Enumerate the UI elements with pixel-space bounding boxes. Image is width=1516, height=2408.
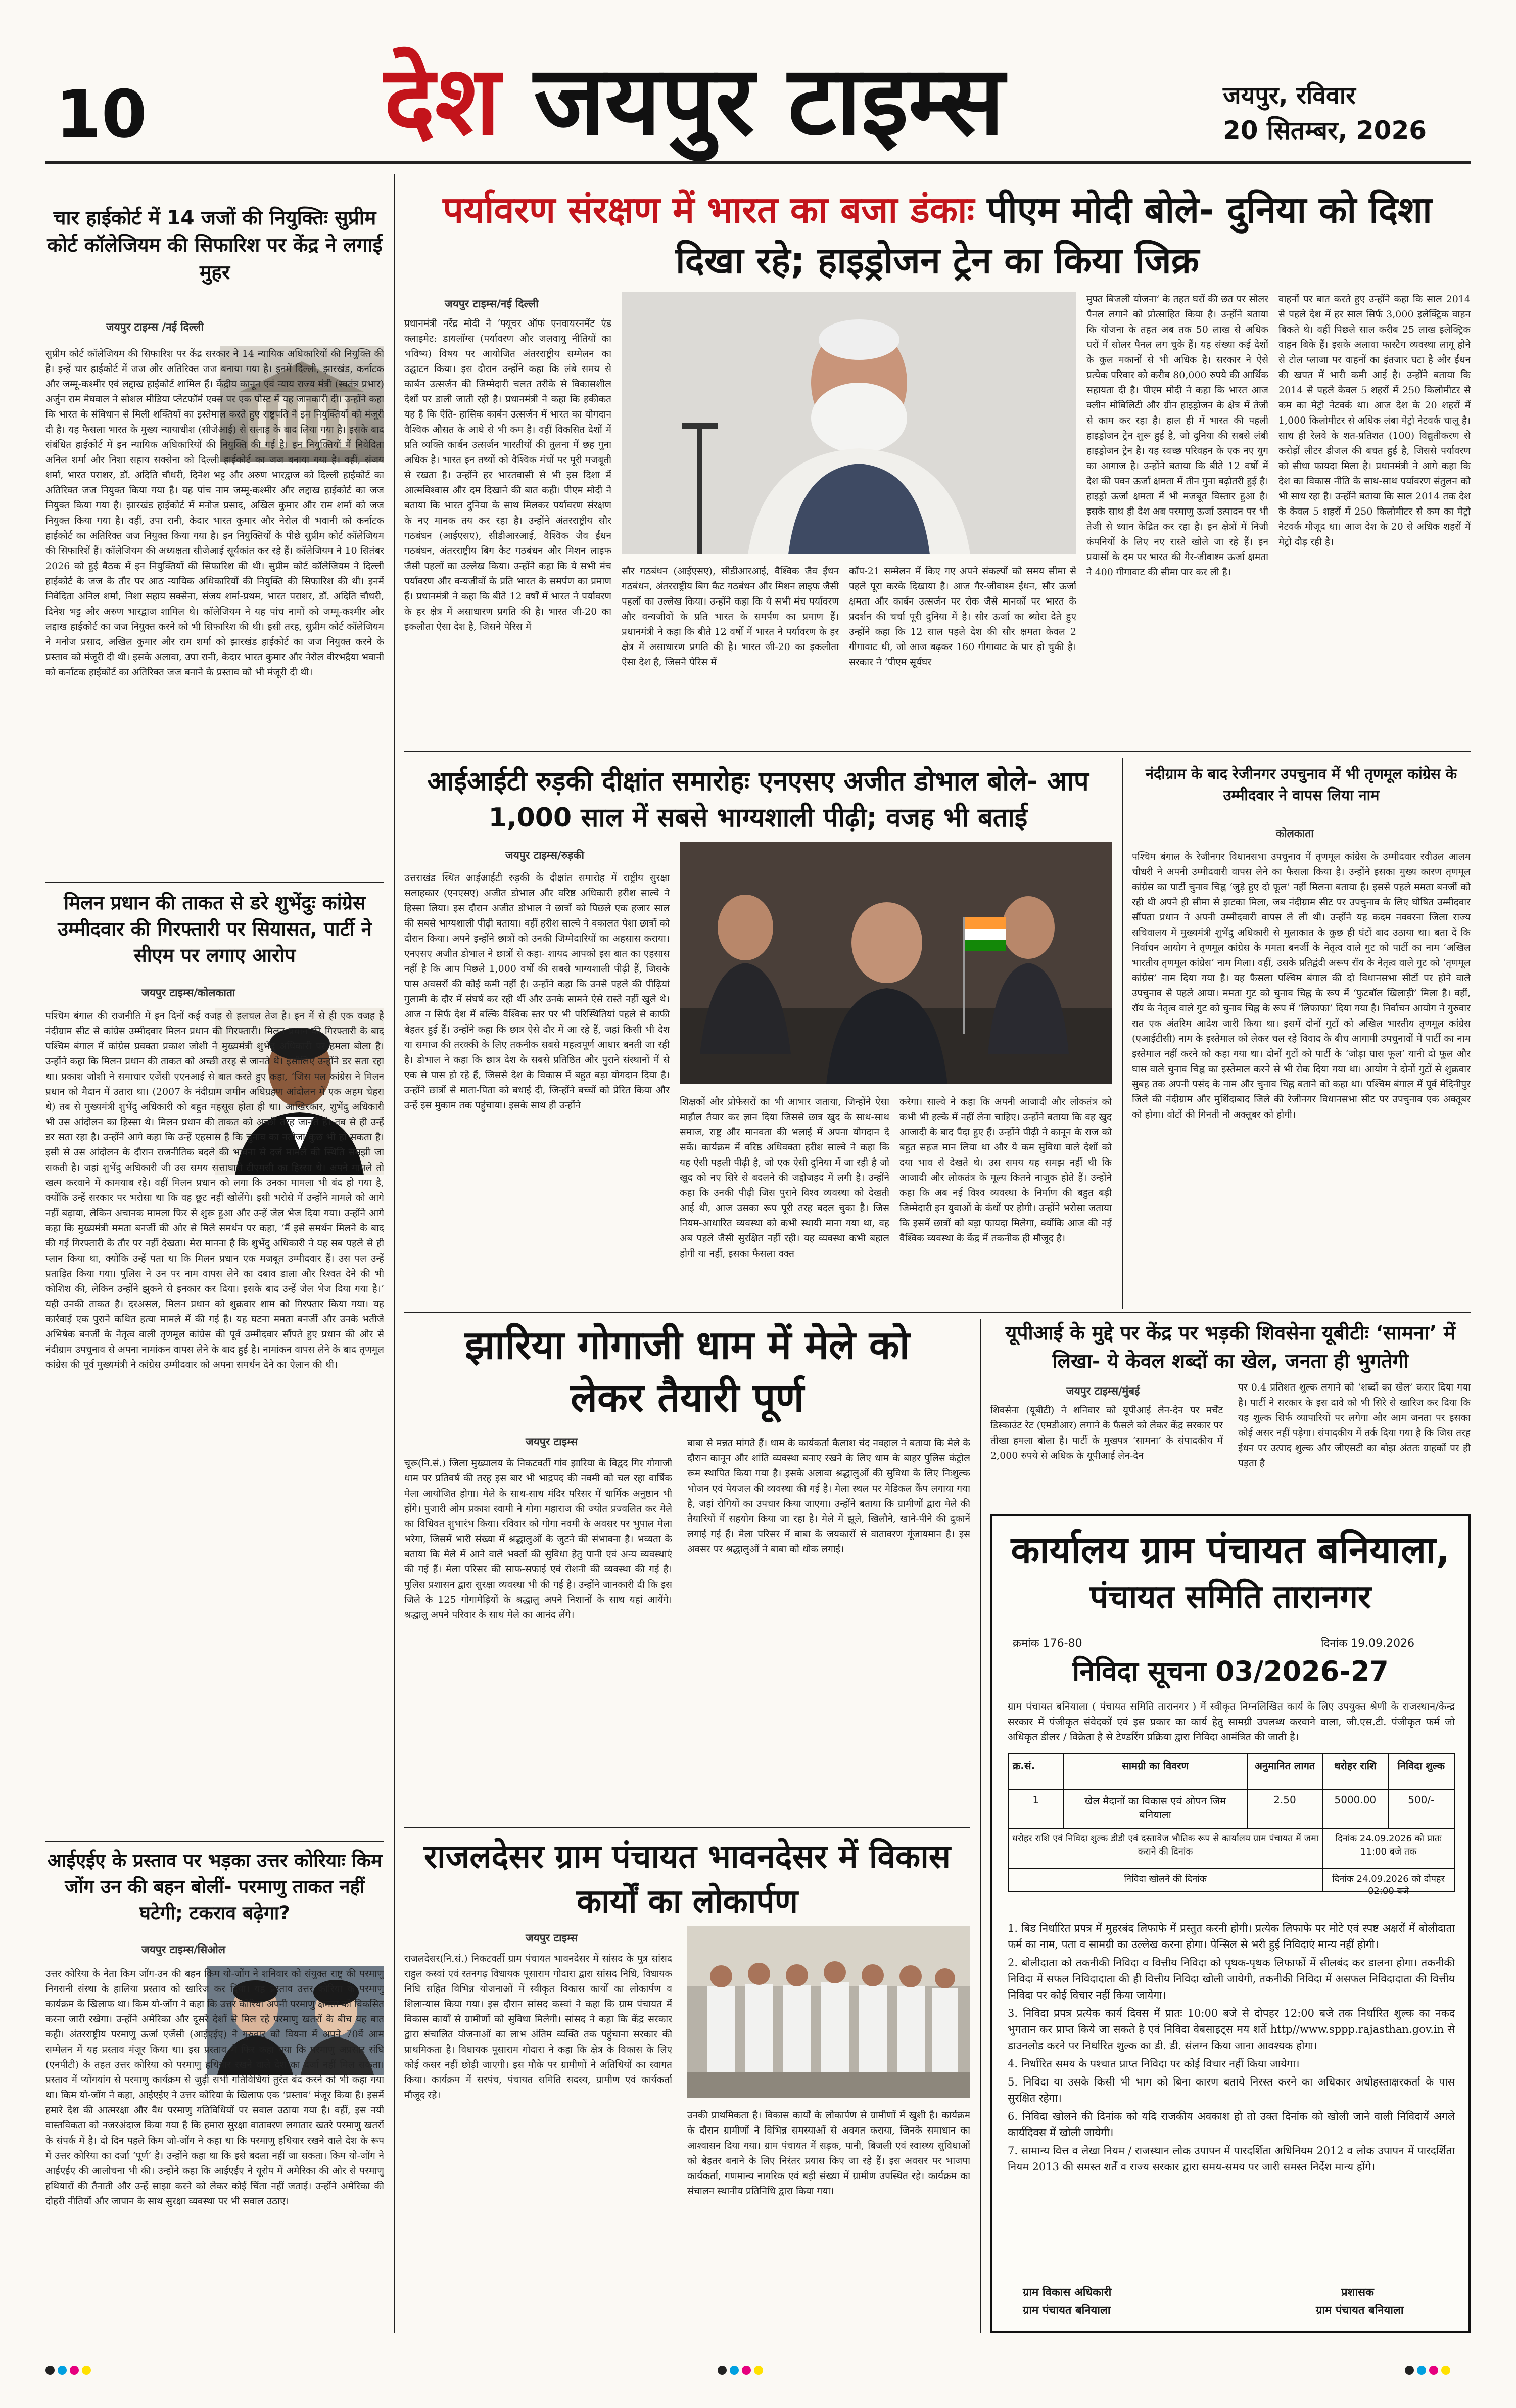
lead-col-2: सौर गठबंधन (आईएसए), सीडीआरआई, वैश्विक जैव ईंधन गठबंधन, अंतरराष्ट्रीय बिग कैट गठबंधन और मिशन लाइफ जैसी पहलों का उल्लेख किया। उन्होंने कहा कि ये सभी मंच पर्यावरण और वन्यजीवों के प्रति भारत के समर्पण का प्रमाण हैं। प्रधानमंत्री ने कहा कि बीते 12 वर्षों में भारत ने पर्यावरण के हर क्षेत्र में असाधारण प्रगति की है। भारत जी-20 का इकलौता ऐसा देश है, जिसने पेरिस में (622, 566, 839, 668)
registration-marks-right (1405, 2366, 1453, 2377)
left-story2-headline: मिलन प्रधान की ताकत से डरे शुभेंदुः कांग्रेस उम्मीदवार की गिरफ्तारी पर सियासत, पार्टी ने सीएम पर लगाए आरोप (58, 892, 372, 966)
doval-col-2: शिक्षकों और प्रोफेसरों का भी आभार जताया, जिन्होंने ऐसा माहौल तैयार कर ज्ञान दिया जिससे छात्र खुद के साथ-साथ समाज, राष्ट्र और मानवता की भलाई में अपना योगदान दे सकें। कार्यक्रम में वरिष्ठ अधिवक्ता हरीश साल्वे ने कहा कि यह ऐसी पहली पीढ़ी है, जो एक ऐसी दुनिया में जा रही है जो खुद को नए सिरे से बदलने की जद्दोजहद में लगी है। उन्होंने कहा कि उनकी पीढ़ी जिस पुराने विश्व व्यवस्था को देखती आई थी, आज उसका रूप पूरी तरह बदल चुका है। जिस नियम-आधारित व्यवस्था को कभी स्थायी माना गया था, वह अब पहले जैसी सुरक्षित नहीं रही। यह व्यवस्था कभी बहाल होगी या नहीं, इसका फैसला वक्त (680, 1096, 889, 1259)
masthead-date: 20 सितम्बर, 2026 (1223, 116, 1427, 145)
column-rule (1122, 758, 1123, 1309)
tender-condition: 4. निर्धारित समय के पश्चात प्राप्त निविदा पर कोई विचार नहीं किया जायेगा। (1008, 2058, 1300, 2070)
tender-conditions (1008, 1920, 1455, 2175)
doval-col-3: करेगा। साल्वे ने कहा कि अपनी आजादी और लोकतंत्र को कभी भी हल्के में नहीं लेना चाहिए। उन्होंने बताया कि वह खुद आजादी के बाद पैदा हुए हैं। उन्होंने पीढ़ी ने कानून के राज को बहुत सहज मान लिया था और ये कम सुविधा वाले देशों को दया भाव से देखते थे। उस समय यह समझ नहीं थी कि आजादी और लोकतंत्र के मूल्य कितने नाजुक होते हैं। उन्होंने कहा कि अब नई विश्व व्यवस्था के निर्माण की बहुत बड़ी जिम्मेदारी इन युवाओं के कंधों पर होगी। उन्होंने भरोसा जताया कि इसमें छात्रों को बड़ा फायदा मिलेगा, क्योंकि आज की नई वैश्विक व्यवस्था के केंद्र में तकनीक ही मौजूद है। (899, 1096, 1112, 1244)
pm-speaking-photo-icon (622, 292, 1076, 554)
divider (404, 1312, 1471, 1313)
table-header-cell: अनुमानित लागत (1248, 1754, 1323, 1789)
masthead-city-day: जयपुर, रविवार (1223, 81, 1356, 110)
tender-title: निविदा सूचना 03/2026-27 (1072, 1655, 1389, 1687)
tmc-story (1132, 758, 1471, 1304)
doval-story (404, 758, 1112, 1304)
tender-condition: 2. बोलीदाता को तकनीकी निविदा व वित्तीय निविदा को पृथक-पृथक लिफाफों में सीलबंद कर डालना होगा। तकनीकी निविदा में सफल निविदादाता की ही वित्तीय निविदा खोली जायेगी, तकनीकी निविदा में असफल निविदादाता की वित्तीय निविदा पर कोई विचार नहीं किया जायेगा। (1008, 1957, 1455, 2001)
rajaldesar-headline: राजलदेसर ग्राम पंचायत भावनदेसर में विकास कार्यों का लोकार्पण (423, 1838, 951, 1920)
table-cell: निविदा खोलने की दिनांक (1009, 1869, 1323, 1891)
lead-col-3: कॉप-21 सम्मेलन में किए गए अपने संकल्पों को समय सीमा से पहले पूरा करके दिखाया है। आज गैर-जीवाश्म ईंधन, सौर ऊर्जा क्षमता और कार्बन उत्सर्जन पर रोक जैसे मानकों पर भारत के प्रदर्शन की चर्चा पूरी दुनिया में है। सौर ऊर्जा का ब्योरा देते हुए उन्होंने कहा कि 12 साल पहले देश की सौर क्षमता केवल 2 गीगावाट थी, जो आज बढ़कर 160 गीगावाट के पार हो चुकी है। सरकार ने ‘पीएम सूर्यघर (849, 566, 1076, 668)
rajaldesar-photo (687, 1926, 970, 2098)
column-rule (394, 174, 395, 2333)
divider (45, 1841, 384, 1842)
table-cell: 5000.00 (1323, 1790, 1388, 1828)
doval-col-1: उत्तराखंड स्थित आईआईटी रुड़की के दीक्षांत समारोह में राष्ट्रीय सुरक्षा सलाहकार (एनएसए) अजीत डोभाल और वरिष्ठ अधिकारी हरीश साल्वे ने हिस्सा लिया। इस दौरान अजीत डोभाल ने छात्रों को पिछले एक हजार साल की सबसे भाग्यशाली पीढ़ी बताया। वहीं हरीश साल्वे ने वकालत पेशा छात्रों को दौरान किया। अपने इन्होंने छात्रों को उनकी जिम्मेदारियों का अहसास कराया। एनएसए अजीत डोभाल ने छात्रों से कहा- शायद आपको इस बात का एहसास नहीं है कि आप पिछले 1,000 वर्षों की सबसे भाग्यशाली पीढ़ी हैं, जिसके पास अवसरों की कोई कमी नहीं है। उन्होंने कहा कि उनसे पहले की पीढ़ियां गुलामी के दौर में संघर्ष कर रही थीं और उनके सामने ऐसे रास्ते नहीं खुले थे। आज न सिर्फ देश में बल्कि वैश्विक स्तर पर भी परिस्थितियां पहले से काफी बेहतर हुई हैं। उन्होंने कहा कि छात्र ऐसे दौर में आ रहे हैं, जहां किसी भी देश या समाज की तरक्की के लिए तकनीक सबसे महत्वपूर्ण आधार बनती जा रही है। डोभाल ने कहा कि छात्र देश के सबसे प्रतिष्ठित और पुराने संस्थानों में से एक से पास हो रहे हैं, जिससे देश के विकास में बहुत बड़ा योगदान दिया है। उन्होंने छात्रों से माता-पिता को बधाई दी, जिन्होंने बच्चों को प्रेरित किया और उन्हें इस मुकाम तक पहुंचाया। इसके साथ ही उन्होंने (404, 872, 670, 1111)
masthead (0, 0, 1516, 167)
tender-sign-left-2: ग्राम पंचायत बनियाला (1023, 2304, 1111, 2317)
samna-story (990, 1319, 1471, 1506)
left-column (45, 174, 384, 2333)
tmc-body: पश्चिम बंगाल के रेजीनगर विधानसभा उपचुनाव में तृणमूल कांग्रेस के उम्मीदवार रवीउल आलम चौधरी ने अपनी उम्मीदवारी वापस लेने का फैसला किया है। उन्होंने इसका मुख्य कारण तृणमूल कांग्रेस का पार्टी चुनाव चिह्न ‘जुड़े हुए दो फूल’ नहीं मिलना बताया है। इससे पहले ममता बनर्जी को रही थी अपने ही सीमा से झटका मिला, जब नंदीग्राम सीट पर उपचुनाव के लिए घोषित उम्मीदवार सौंपता प्रधान ने अपनी उम्मीदवारी वापस ले ली थी। उन्होंने यह कदम नववरना जिला राज्य सचिवालय में मुख्यमंत्री शुभेंदु अधिकारी से मुलाकात के कुछ ही घंटों बाद उठाया था। बता दें कि निर्वाचन आयोग ने तृणमूल कांग्रेस के ममता बनर्जी के नेतृत्व वाले गुट को पार्टी का नाम ‘अखिल भारतीय तृणमूल कांग्रेस’ नाम मिला। वहीं, उसके प्रतिद्वंदी अरूप रॉय के नेतृत्व वाले गुट को ‘तृणमूल कांग्रेस’ नाम दिया गया है। यह फैसला पश्चिम बंगाल की दो विधानसभा सीटों पर होने वाले उपचुनाव से पहले आया। ममता गुट को चुनाव चिह्न के रूप में ‘फुटबॉल खिलाड़ी’ मिला है। वहीं, रॉय के नेतृत्व वाले गुट को चुनाव चिह्न के रूप में ‘लिफाफा’ दिया गया है। निर्वाचन आयोग ने गुरुवार रात एक अंतरिम आदेश जारी किया था। इसमें दोनों गुटों को अखिल भारतीय तृणमूल कांग्रेस (एआईटीसी) नाम के इस्तेमाल को लेकर चल रहे विवाद के बीच आगामी उपचुनावों में पार्टी का नाम इस्तेमाल नहीं करने को कहा गया था। दोनों गुटों को पार्टी के ‘जोड़ा घास फूल’ यानी दो फूल और घास वाले चुनाव चिह्न का इस्तेमाल करने से भी रोक दिया गया था। आयोग ने दोनों गुटों से शुक्रवार सुबह तक अपनी पसंद के नाम और चुनाव चिह्न बताने को कहा था। पश्चिम बंगाल में पूर्व मेदिनीपुर जिले की नंदीग्राम और मुर्शिदाबाद जिले की रेजीनगर विधानसभा सीट पर उपचुनाव एक अक्तूबर को होगा। वोटों की गिनती नौ अक्तूबर को होगी। (1132, 851, 1471, 1120)
left-story2-body: पश्चिम बंगाल की राजनीति में इन दिनों कई वजह से हलचल तेज है। इन में से ही एक वजह है नंदीग्राम सीट से कांग्रेस उम्मीदवार मिलन प्रधान की गिरफ्तारी। मिलन प्रधान की गिरफ्तारी के बाद पश्चिम बंगाल में कांग्रेस प्रवक्ता प्रकाश जोशी ने मुख्यमंत्री शुभेंदु अधिकारी पर हमला बोला है। उन्होंने कहा कि मिलन प्रधान की ताकत को अच्छी तरह से जानते थे। इसीलिए उन्होंने डर सता रहा था। प्रकाश जोशी ने समाचार एजेंसी एएनआई से बात करते हुए कहा, ‘जिस पल कांग्रेस ने मिलन प्रधान को मैदान में उतारा था। (2007 के नंदीग्राम जमीन अधिग्रहण आंदोलन में एक अहम चेहरा थे) तब से मुख्यमंत्री शुभेंदु अधिकारी को बहुत महसूस होता ही था। आखिरकार, शुभेंदु अधिकारी भी उस आंदोलन का हिस्सा थे। मिलन प्रधान की ताकत को अच्छी तरह जानते हैं। तब से ही उन्हें डर सता रहा है। उन्होंने आगे कहा कि उन्हें एहसास है कि चुनाव का नतीजा कुछ भी हो सकता है। इसी से उस आंदोलन के दौरान राजनीतिक बदले की भावना से दर्ज मामले की स्थिति समझी जा सकती है। जहां शुभेंदु अधिकारी जी उस समय सत्ताधारी टीएमसी का हिस्सा थे। अपने मामले तो खत्म करवाने में कामयाब रहे। वहीं मिलन प्रधान को लगा कि उनका मामला भी बंद हो गया है, क्योंकि उन्हें सरकार पर भरोसा था कि वह छूट नहीं खोलेंगे। इसी भरोसे में उन्होंने मामले को आगे नहीं बढ़ाया, लेकिन अचानक मामला फिर से शुरू हुआ और उन्हें जेल भेज दिया गया। उन्होंने आगे कहा कि मुख्यमंत्री ममता बनर्जी की ओर से मिले समर्थन पर कहा, ‘मैं इसे समर्थन मिलने के बाद की गई गिरफ्तारी के तौर पर नहीं देखता। मेरा मानना है कि शुभेंदु अधिकारी ने यह सब पहले से ही प्लान किया था, क्योंकि उन्हें पता था कि मिलन प्रधान एक मजबूत उम्मीदवार हैं। उस पल उन्हें प्रताड़ित किया गया। पुलिस ने उन पर नाम वापस लेने का दबाव डाला और रिश्वत देने की भी कोशिश की, लेकिन उन्होंने झुकने से इनकार कर दिया। इसके बाद उन्हें जेल भेज दिया गया है।’ यही उनकी ताकत है। दरअसल, मिलन प्रधान को शुक्रवार शाम को गिरफ्तार किया गया। यह कार्रवाई एक पुराने कथित हत्या मामले में की गई है। यह घटना ममता बनर्जी और उनके भतीजे अभिषेक बनर्जी के नेतृत्व वाली तृणमूल कांग्रेस की पूर्व उम्मीदवार सौंपते हुए प्रधान की ओर से नंदीग्राम उपचुनाव से अपना नामांकन वापस लेने के बाद हुई है। नामांकन वापस लेने के बाद तृणमूल कांग्रेस की पूर्व मुख्यमंत्री ने कांग्रेस उम्मीदवार को अपना समर्थन देने का ऐलान की थी। (45, 1010, 384, 1370)
table-row (1008, 1869, 1455, 1896)
tender-notice (990, 1514, 1471, 2333)
table-cell: 2.50 (1248, 1790, 1323, 1828)
jharia-dateline: जयपुर टाइम्स (526, 1435, 578, 1448)
tender-condition: 3. निविदा प्रपत्र प्रत्येक कार्य दिवस में प्रातः 10:00 बजे से दोपहर 12:00 बजे तक निर्धारित शुल्क का नकद भुगतान कर प्राप्त किये जा सकते है एवं निविदा वेबसाइट्स मय शर्ते http//www.sppp.rajasthan.gov.in से डाउनलोड करने पर निर्धारित शुल्क का डी. डी. संलग्न किया जाना आवश्यक होगा। (1008, 2007, 1455, 2052)
rajaldesar-dateline: जयपुर टाइम्स (526, 1932, 578, 1944)
masthead-paper-name: जयपुर टाइम्स (534, 45, 1005, 157)
samna-col-1: शिवसेना (यूबीटी) ने शनिवार को यूपीआई लेन-देन पर मर्चेंट डिस्काउंट रेट (एमडीआर) लगाने के फैसले को लेकर केंद्र सरकार पर तीखा हमला बोला है। पार्टी के मुखपत्र ‘सामना’ के संपादकीय में 2,000 रुपये से अधिक के यूपीआई लेन-देन (990, 1405, 1223, 1461)
table-row (1008, 1790, 1455, 1829)
tender-kramank: क्रमांक 176-80 (1013, 1637, 1082, 1650)
rajaldesar-story (404, 1835, 970, 2333)
table-cell: दिनांक 24.09.2026 को प्रातः 11:00 बजे तक (1335, 1833, 1442, 1857)
left-story3-headline: आईएईए के प्रस्ताव पर भड़का उत्तर कोरियाः किम जोंग उन की बहन बोलीं- परमाणु ताकत नहीं घटेगी; टकराव बढ़ेगा? (47, 1849, 383, 1924)
table-header-cell: क्र.सं. (1009, 1754, 1064, 1789)
jharia-headline: झारिया गोगाजी धाम में मेले को लेकर तैयारी पूर्ण (465, 1323, 910, 1421)
tender-intro: ग्राम पंचायत बनियाला ( पंचायत समिति तारानगर ) में स्वीकृत निम्नलिखित कार्य के लिए उपयुक्त श्रेणी के राजस्थान/केन्द्र सरकार में पंजीकृत संवेदकों एवं इस प्रकार का कार्य हेतु सामग्री उपलब्ध करवाने वाला, जी.एस.टी. पंजीकृत फर्म जो अधिकृत डीलर / विक्रेता है से टेण्डरिंग प्रक्रिया द्वारा निविदा आमंत्रित की जाती है। (1008, 1700, 1455, 1743)
rajaldesar-col-2: उनकी प्राथमिकता है। विकास कार्यों के लोकार्पण से ग्रामीणों में खुशी है। कार्यक्रम के दौरान ग्रामीणों ने विभिन्न समस्याओं से अवगत कराया, जिनके समाधान का आश्वासन दिया गया। ग्राम पंचायत में सड़क, पानी, बिजली एवं स्वास्थ्य सुविधाओं को बेहतर बनाने के लिए निरंतर प्रयास किए जा रहे हैं। इस अवसर पर भाजपा कार्यकर्ता, गणमान्य नागरिक एवं बड़ी संख्या में ग्रामीण उपस्थित रहे। कार्यक्रम का संचालन स्थानीय प्रतिनिधि द्वारा किया गया। (687, 2110, 970, 2197)
lead-col-4: मुफ्त बिजली योजना’ के तहत घरों की छत पर सोलर पैनल लगाने को प्रोत्साहित किया है। उन्होंने बताया कि योजना के तहत अब तक 50 लाख से अधिक घरों में सोलर पैनल लग चुके हैं। यह संख्या कई देशों के कुल मकानों से भी अधिक है। सरकार ने ऐसे प्रत्येक परिवार को करीब 80,000 रुपये की आर्थिक सहायता दी है। पीएम मोदी ने कहा कि भारत आज क्लीन मोबिलिटी और ग्रीन हाइड्रोजन के क्षेत्र में तेजी से काम कर रहा है। हाल ही में भारत की पहली हाइड्रोजन ट्रेन शुरू हुई है, जो दुनिया की सबसे लंबी हाइड्रोजन ट्रेन है। यह स्वच्छ परिवहन के एक नए युग का आगाज है। उन्होंने बताया कि बीते 12 वर्षों में देश की पवन ऊर्जा क्षमता में तीन गुना बढ़ोतरी हुई है। हाइड्रो ऊर्जा क्षमता में भी मजबूत विस्तार हुआ है। इसके साथ ही देश अब परमाणु ऊर्जा उत्पादन पर भी तेजी से ध्यान केंद्रित कर रहा है। इन क्षेत्रों में निजी कंपनियों के लिए नए रास्ते खोले जा रहे हैं। इन प्रयासों के दम पर भारत की गैर-जीवाश्म ऊर्जा क्षमता ने 400 गीगावाट की सीमा पार कर ली है। (1086, 294, 1268, 578)
divider (404, 1827, 970, 1828)
left-story1-headline: चार हाईकोर्ट में 14 जजों की नियुक्तिः सुप्रीम कोर्ट कॉलेजियम की सिफारिश पर केंद्र ने लगाई मुहर (47, 207, 383, 284)
left-story3-body: उत्तर कोरिया के नेता किम जोंग-उन की बहन किम यो-जोंग ने शनिवार को संयुक्त राष्ट्र की परमाणु निगरानी संस्था के हालिया प्रस्ताव को खारिज कर दिया। यह प्रस्ताव उत्तर कोरिया के परमाणु कार्यक्रम के खिलाफ था। किम यो-जोंग ने कहा कि उत्तर कोरिया अपनी परमाणु क्षमता को विकसित करना जारी रखेगा। उन्होंने अमेरिका और दूसरे देशों से मिल रहे परमाणु खतरों के बीच यह बात कही। अंतरराष्ट्रीय परमाणु ऊर्जा एजेंसी (आईएईए) ने गुरुवार को वियना में अपने 70वें आम सम्मेलन में यह प्रस्ताव मंजूर किया था। इस प्रस्ताव में फिर कहा गया कि परमाणु अप्रसार संधि (एनपीटी) के तहत उत्तर कोरिया को परमाणु हथियार रखने वाले देश का दर्जा नहीं मिल सकता। प्रस्ताव में प्योंगयांग से परमाणु कार्यक्रम से जुड़ी सभी गतिविधियां तुरंत बंद करने को भी कहा गया था। किम यो-जोंग ने कहा, आईएईए ने उत्तर कोरिया के खिलाफ एक ‘प्रस्ताव’ मंजूर किया है। इसमें हमारे देश की आत्मरक्षा और वैध परमाणु गतिविधियों पर सवाल उठाया गया है। वहीं, इस नयी वास्तविकता को नजरअंदाज किया गया है कि हमारा सुरक्षा वातावरण लगातार खतरे परमाणु खतरों के संपर्क में है। दो दिन पहले किम जो-जोंग ने कहा था कि परमाणु हथियार रखने वाले देश के रूप में उत्तर कोरिया का दर्जा ‘पूर्ण’ है। उन्होंने कहा था कि इसे बदला नहीं जा सकता। किम यो-जोंग ने आईएईए की आलोचना भी की। उन्होंने कहा कि आईएईए ने यूरोप में अमेरिका की ओर से परमाणु हथियारों की तैनाती और उन्हें साझा करने को लेकर कोई चिंता नहीं जताई। उन्होंने अमेरिका की दोहरी नीतियों और जापान के साथ सुरक्षा व्यवस्था पर भी सवाल उठाए। (45, 1968, 384, 2207)
table-cell: 1 (1009, 1790, 1064, 1828)
tender-sign-right-1: प्रशासक (1341, 2286, 1374, 2299)
lead-headline-red: पर्यावरण संरक्षण में भारत का बजा डंकाः (443, 189, 975, 231)
doval-dateline: जयपुर टाइम्स/रुड़की (505, 849, 584, 861)
jharia-col-1: चूरू(नि.सं.) जिला मुख्यालय के निकटवर्ती गांव झारिया के विद्वद गिर गोगाजी धाम पर प्रतिवर्ष की तरह इस बार भी भाद्रपद की नवमी को चल रहा वार्षिक मेला आयोजित होगा। मेले के साथ-साथ मंदिर परिसर में धार्मिक अनुष्ठान भी होंगे। पुजारी ओम प्रकाश स्वामी ने गोगा महाराज की ज्योत प्रज्वलित कर मेले का विधिवत शुभारंभ किया। रविवार को गोगा नवमी के अवसर पर भुपाल मेला भरेगा, जिसमें भारी संख्या में श्रद्धालुओं के जुटने की संभावना है। भव्यता के बताया कि मेले में आने वाले भक्तों की सुविधा हेतु पानी एवं अन्य व्यवस्थाएं की गई हैं। मेला परिसर की साफ-सफाई एवं रोशनी की व्यवस्था की गई है। पुलिस प्रशासन द्वारा सुरक्षा व्यवस्था भी की गई है। उन्होंने जानकारी दी कि इस जिले के 125 गोगामेड़ियों के श्रद्धालु अपने निशानों के साथ यहां आयेंगे। श्रद्धालु अपने परिवार के साथ मेले का आनंद लेंगे। (404, 1458, 672, 1620)
samna-headline: यूपीआई के मुद्दे पर केंद्र पर भड़की शिवसेना यूबीटीः ‘सामना’ में लिखा- ये केवल शब्दों का खेल, जनता ही भुगतेगी (1005, 1322, 1456, 1373)
tender-condition: 7. सामान्य वित्त व लेखा नियम / राजस्थान लोक उपापन में पारदर्शिता अधिनियम 2012 व लोक उपापन में पारदर्शिता नियम 2013 की समस्त शर्तें व राज्य सरकार द्वारा समय-समय पर जारी समस्त निर्देश मान्य होंगे। (1008, 2145, 1455, 2173)
left-story1-body: सुप्रीम कोर्ट कॉलेजियम की सिफारिश पर केंद्र सरकार ने 14 न्यायिक अधिकारियों की नियुक्ति की है। इन्हें चार हाईकोर्ट में जज और अतिरिक्त जज बनाया गया है। इनमें दिल्ली, झारखंड, कर्नाटक और जम्मू-कश्मीर एवं लद्दाख हाईकोर्ट शामिल हैं। केंद्रीय कानून एवं न्याय राज्य मंत्री (स्वतंत्र प्रभार) अर्जुन राम मेघवाल ने सोशल मीडिया प्लेटफॉर्म एक्स पर एक पोस्ट में यह जानकारी दी। उन्होंने कहा कि भारत के संविधान से मिली शक्तियों का इस्तेमाल करते हुए राष्ट्रपति ने इन नियुक्तियों को मंजूरी दी है। यह फैसला भारत के मुख्य न्यायाधीश (सीजेआई) से सलाह के बाद लिया गया है। इसके बाद संबंधित हाईकोर्ट में इन न्यायिक अधिकारियों की नियुक्ति की गई है। इन नियुक्तियों में निवेदिता अनिल शर्मा और निशा सहाय सक्सेना को दिल्ली हाईकोर्ट का जज बनाया गया है। वहीं, संजय शर्मा, भारत पराशर, डॉ. अदिति चौधरी, दिनेश भट्ट और अरुण भारद्वाज को दिल्ली हाईकोर्ट का अतिरिक्त जज नियुक्त किया गया है। यह पांच नाम जम्मू-कश्मीर और लद्दाख हाईकोर्ट का जज नियुक्त किया गया है। झारखंड हाईकोर्ट में मनोज प्रसाद, अखिल कुमार और राम शर्मा को जज नियुक्त किया गया है। वहीं, उपा रानी, केदार भारत कुमार और नेरोल वी भवानी को कर्नाटक हाईकोर्ट का अतिरिक्त जज नियुक्त किया गया है। इन नियुक्तियों के पीछे सुप्रीम कोर्ट कॉलेजियम की सिफारिशें हैं। कॉलेजियम की अध्यक्षता सीजेआई सूर्यकांत कर रहे हैं। कॉलेजियम ने 10 सितंबर 2026 को हुई बैठक में इन नियुक्तियों की सिफारिश की थी। सुप्रीम कोर्ट कॉलेजियम ने दिल्ली हाईकोर्ट के जज के तौर पर आठ न्यायिक अधिकारियों की नियुक्ति की सिफारिश की थी। इनमें निवेदिता अनिल शर्मा, निशा सहाय सक्सेना, संजय शर्मा-प्रथम, भारत पराशर, डॉ. अदिति चौधरी, दिनेश भट्ट और अरुण भारद्वाज शामिल थे। कॉलेजियम ने यह पांच नामों को जम्मू-कश्मीर और लद्दाख हाईकोर्ट का जज नियुक्त करने को भी सिफारिश की थी। इसी तरह, सुप्रीम कोर्ट कॉलेजियम ने मनोज प्रसाद, अखिल कुमार और राम शर्मा को झारखंड हाईकोर्ट का जज नियुक्त करने के प्रस्ताव को मंजूरी दी थी। इसके अलावा, उपा रानी, केदार भारत कुमार और नेरोल वीरभद्रैया भवानी को कर्नाटक हाईकोर्ट का अतिरिक्त जज बनाने के प्रस्ताव को भी मंजूरी दी थी। (45, 348, 384, 678)
masthead-title (384, 45, 1142, 157)
tmc-headline: नंदीग्राम के बाद रेजीनगर उपचुनाव में भी तृणमूल कांग्रेस के उम्मीदवार ने वापस लिया नाम (1145, 765, 1457, 804)
table-cell: धरोहर राशि एवं निविदा शुल्क डीडी एवं दस्तावेज भौतिक रूप से कार्यालय ग्राम पंचायत में जमा कराने की दिनांक (1009, 1829, 1323, 1868)
table-header-cell: सामग्री का विवरण (1064, 1754, 1248, 1789)
doval-convocation-photo-icon (680, 842, 1112, 1084)
table-row (1008, 1829, 1455, 1869)
masthead-section: देश (384, 45, 501, 157)
rajaldesar-col-1: राजलदेसर(नि.सं.) निकटवर्ती ग्राम पंचायत भावनदेसर में सांसद के पुत्र सांसद राहुल कस्वां एवं रतनगढ़ विधायक पूसाराम गोदारा द्वारा सांसद निधि, विधायक निधि सहित विभिन्न योजनाओं में स्वीकृत विकास कार्यों का लोकार्पण व शिलान्यास किया गया। इस दौरान सांसद कस्वां ने कहा कि ग्राम पंचायत में विकास कार्यों से ग्रामीणों को सुविधा मिलेगी। सांसद ने कहा कि केंद्र सरकार द्वारा संचालित योजनाओं का लाभ अंतिम व्यक्ति तक पहुंचाना सरकार की प्राथमिकता है। विधायक पूसाराम गोदारा ने कहा कि क्षेत्र के विकास के लिए कोई कसर नहीं छोड़ी जाएगी। इस मौके पर ग्रामीणों ने अतिथियों का स्वागत किया। कार्यक्रम में सरपंच, पंचायत समिति सदस्य, ग्रामीण एवं कार्यकर्ता मौजूद रहे। (404, 1953, 672, 2101)
tender-table-header (1008, 1753, 1455, 1790)
left-story1-dateline: जयपुर टाइम्स /नई दिल्ली (106, 321, 204, 333)
lead-story (404, 174, 1471, 751)
jharia-story (404, 1319, 970, 1825)
table-cell: खेल मैदानों का विकास एवं ओपन जिम बनियाला (1064, 1790, 1248, 1828)
tender-condition: 5. निविदा या उसके किसी भी भाग को बिना कारण बताये निरस्त करने का अधिकार अधोहस्ताक्षरकर्ता के पास सुरक्षित रहेगा। (1008, 2076, 1455, 2104)
inauguration-group-photo-icon (687, 1926, 970, 2098)
table-header-cell: निविदा शुल्क (1397, 1759, 1445, 1772)
lead-headline-black: पीएम मोदी बोले- दुनिया को दिशा दिखा रहे; हाइड्रोजन ट्रेन का किया जिक्र (676, 189, 1432, 282)
table-cell: दिनांक 24.09.2026 को दोपहर 02:00 बजे (1332, 1874, 1445, 1896)
left-story3-dateline: जयपुर टाइम्स/सिओल (141, 1943, 225, 1956)
registration-marks-left (45, 2366, 94, 2377)
pm-modi-photo (622, 292, 1076, 554)
table-cell: 500/- (1408, 1794, 1435, 1806)
tender-dinank: दिनांक 19.09.2026 (1321, 1637, 1415, 1650)
doval-headline: आईआईटी रुड़की दीक्षांत समारोहः एनएसए अजीत डोभाल बोले- आप 1,000 साल में सबसे भाग्यशाली पीढ़ी; वजह भी बताई (427, 766, 1089, 833)
samna-dateline: जयपुर टाइम्स/मुंबई (1066, 1385, 1140, 1397)
tender-sign-right-2: ग्राम पंचायत बनियाला (1316, 2304, 1404, 2317)
table-header-cell: धरोहर राशि (1323, 1754, 1388, 1789)
jharia-col-2: बाबा से मन्नत मांगते हैं। धाम के कार्यकर्ता कैलाश चंद नवहाल ने बताया कि मेले के दौरान कानून और शांति व्यवस्था बनाए रखने के लिए धाम के बाहर पुलिस कंट्रोल रूम स्थापित किया गया है। इसके अलावा श्रद्धालुओं की सुविधा के लिए निःशुल्क भोजन एवं पेयजल की व्यवस्था की गई है। मेला स्थल पर मेडिकल कैंप लगाया गया है, जहां रोगियों का उपचार किया जाएगा। उन्होंने बताया कि ग्रामीणों द्वारा मेले की तैयारियों में सहयोग किया जा रहा है। मेले में झूले, खिलौने, खाने-पीने की दुकानें लगाई गई हैं। मेला परिसर में बाबा के जयकारों से वातावरण गूंजायमान है। इस अवसर पर श्रद्धालुओं ने बाबा को धोक लगाई। (687, 1438, 970, 1555)
tender-office: कार्यालय ग्राम पंचायत बनियाला, (1011, 1529, 1450, 1572)
tender-samiti: पंचायत समिति तारानगर (1089, 1579, 1371, 1616)
lead-headline (404, 184, 1471, 286)
left-story2-dateline: जयपुर टाइम्स/कोलकाता (141, 987, 235, 999)
lead-dateline: जयपुर टाइम्स/नई दिल्ली (445, 298, 539, 310)
tmc-dateline: कोलकाता (1276, 827, 1314, 840)
tender-condition: 1. बिड निर्धारित प्रपत्र में मुहरबंद लिफाफे में प्रस्तुत करनी होगी। प्रत्येक लिफाफे पर मोटे एवं स्पष्ट अक्षरों में बोलीदाता फर्म का नाम, पता व सामग्री का उल्लेख करना होगा। पेन्सिल से भरी हुई निविदाएं मान्य नहीं होगी। (1008, 1922, 1455, 1951)
samna-col-2: पर 0.4 प्रतिशत शुल्क लगाने को ‘शब्दों का खेल’ करार दिया गया है। पार्टी ने सरकार के इस दावे को भी सिरे से खारिज कर दिया कि यह शुल्क सिर्फ व्यापारियों पर लगेगा और आम जनता पर इसका कोई असर नहीं पड़ेगा। संपादकीय में तर्क दिया गया है कि जिस तरह ईंधन पर उत्पाद शुल्क और जीएसटी का बोझ अंततः ग्राहकों पर ही पड़ता है (1238, 1382, 1471, 1469)
divider (404, 751, 1471, 752)
masthead-rule (45, 161, 1471, 164)
column-rule (980, 1319, 981, 2333)
lead-col-5: वाहनों पर बात करते हुए उन्होंने कहा कि साल 2014 से पहले देश में हर साल सिर्फ 3,000 इलेक्ट्रिक वाहन बिकते थे। वहीं पिछले साल करीब 25 लाख इलेक्ट्रिक वाहन बिके हैं। इसके अलावा फास्टैग व्यवस्था लागू होने से टोल प्लाजा पर वाहनों का इंतजार घटा है और ईंधन की खपत में भारी कमी आई है। उन्होंने बताया कि 2014 से पहले केवल 5 शहरों में 250 किलोमीटर से कम का मेट्रो नेटवर्क था। आज देश के 20 शहरों में 1,000 किलोमीटर से अधिक लंबा मेट्रो नेटवर्क चालू है। साथ ही रेलवे के शत-प्रतिशत (100) विद्युतीकरण से करोड़ों लीटर डीजल की बचत हुई है, जिससे पर्यावरण को सीधा फायदा मिला है। प्रधानमंत्री ने आगे कहा कि देश का विकास नीति के साथ-साथ पर्यावरण संतुलन को भी साध रहा है। उन्होंने बताया कि साल 2014 तक देश के केवल 5 शहरों में 250 किलोमीटर से कम का मेट्रो नेटवर्क मौजूद था। आज देश के 20 से अधिक शहरों में मेट्रो दौड़ रही है। (1278, 294, 1471, 547)
tender-table (1008, 1753, 1455, 1896)
tender-sign-left-1: ग्राम विकास अधिकारी (1023, 2286, 1112, 2299)
registration-marks-center (718, 2366, 766, 2377)
tender-condition: 6. निविदा खोलने की दिनांक को यदि राजकीय अवकाश हो तो उक्त दिनांक को खोली जाने वाली निविदायें अगले कार्यदिवस में खोली जायेगी। (1008, 2110, 1455, 2139)
lead-col-1: प्रधानमंत्री नरेंद्र मोदी ने ‘फ्यूचर ऑफ एनवायरनमेंट एंड क्लाइमेट: डायलॉग्स (पर्यावरण और जलवायु नीतियों का भविष्य) विषय पर आयोजित अंतरराष्ट्रीय सम्मेलन का उद्घाटन किया। इस दौरान उन्होंने कहा कि लंबे समय से कार्बन उत्सर्जन की जिम्मेदारी चलत तरीके से विकासशील देशों पर डाली जाती रही है। प्रधानमंत्री ने कहा कि हकीकत यह है कि ऐति- हासिक कार्बन उत्सर्जन में भारत का योगदान वैश्विक औसत के आधे से भी कम है। वहीं विकसित देशों में प्रति व्यक्ति कार्बन उत्सर्जन भारतीयों की तुलना में छह गुना अधिक है। भारत इन तथ्यों को वैश्विक मंचों पर पूरी मजबूती से रखता है। उन्होंने हर भारतवासी से भी इस दिशा में आत्मविश्वास और दम दिखाने की बात कही। पीएम मोदी ने बताया कि भारत दुनिया के साथ मिलकर पर्यावरण संरक्षण के नए मानक तय कर रहा है। उन्होंने अंतरराष्ट्रीय सौर गठबंधन (आईएसए), सीडीआरआई, वैश्विक जैव ईंधन गठबंधन, अंतरराष्ट्रीय बिग कैट गठबंधन और मिशन लाइफ जैसी पहलों का उल्लेख किया। उन्होंने कहा कि ये सभी मंच पर्यावरण और वन्यजीवों के प्रति भारत के समर्पण का प्रमाण हैं। प्रधानमंत्री ने कहा कि बीते 12 वर्षों में भारत ने पर्यावरण के हर क्षेत्र में असाधारण प्रगति की है। भारत जी-20 का इकलौता ऐसा देश है, जिसने पेरिस में (404, 318, 611, 632)
page-number: 10 (56, 76, 147, 153)
divider (45, 882, 384, 883)
doval-photo (680, 842, 1112, 1084)
